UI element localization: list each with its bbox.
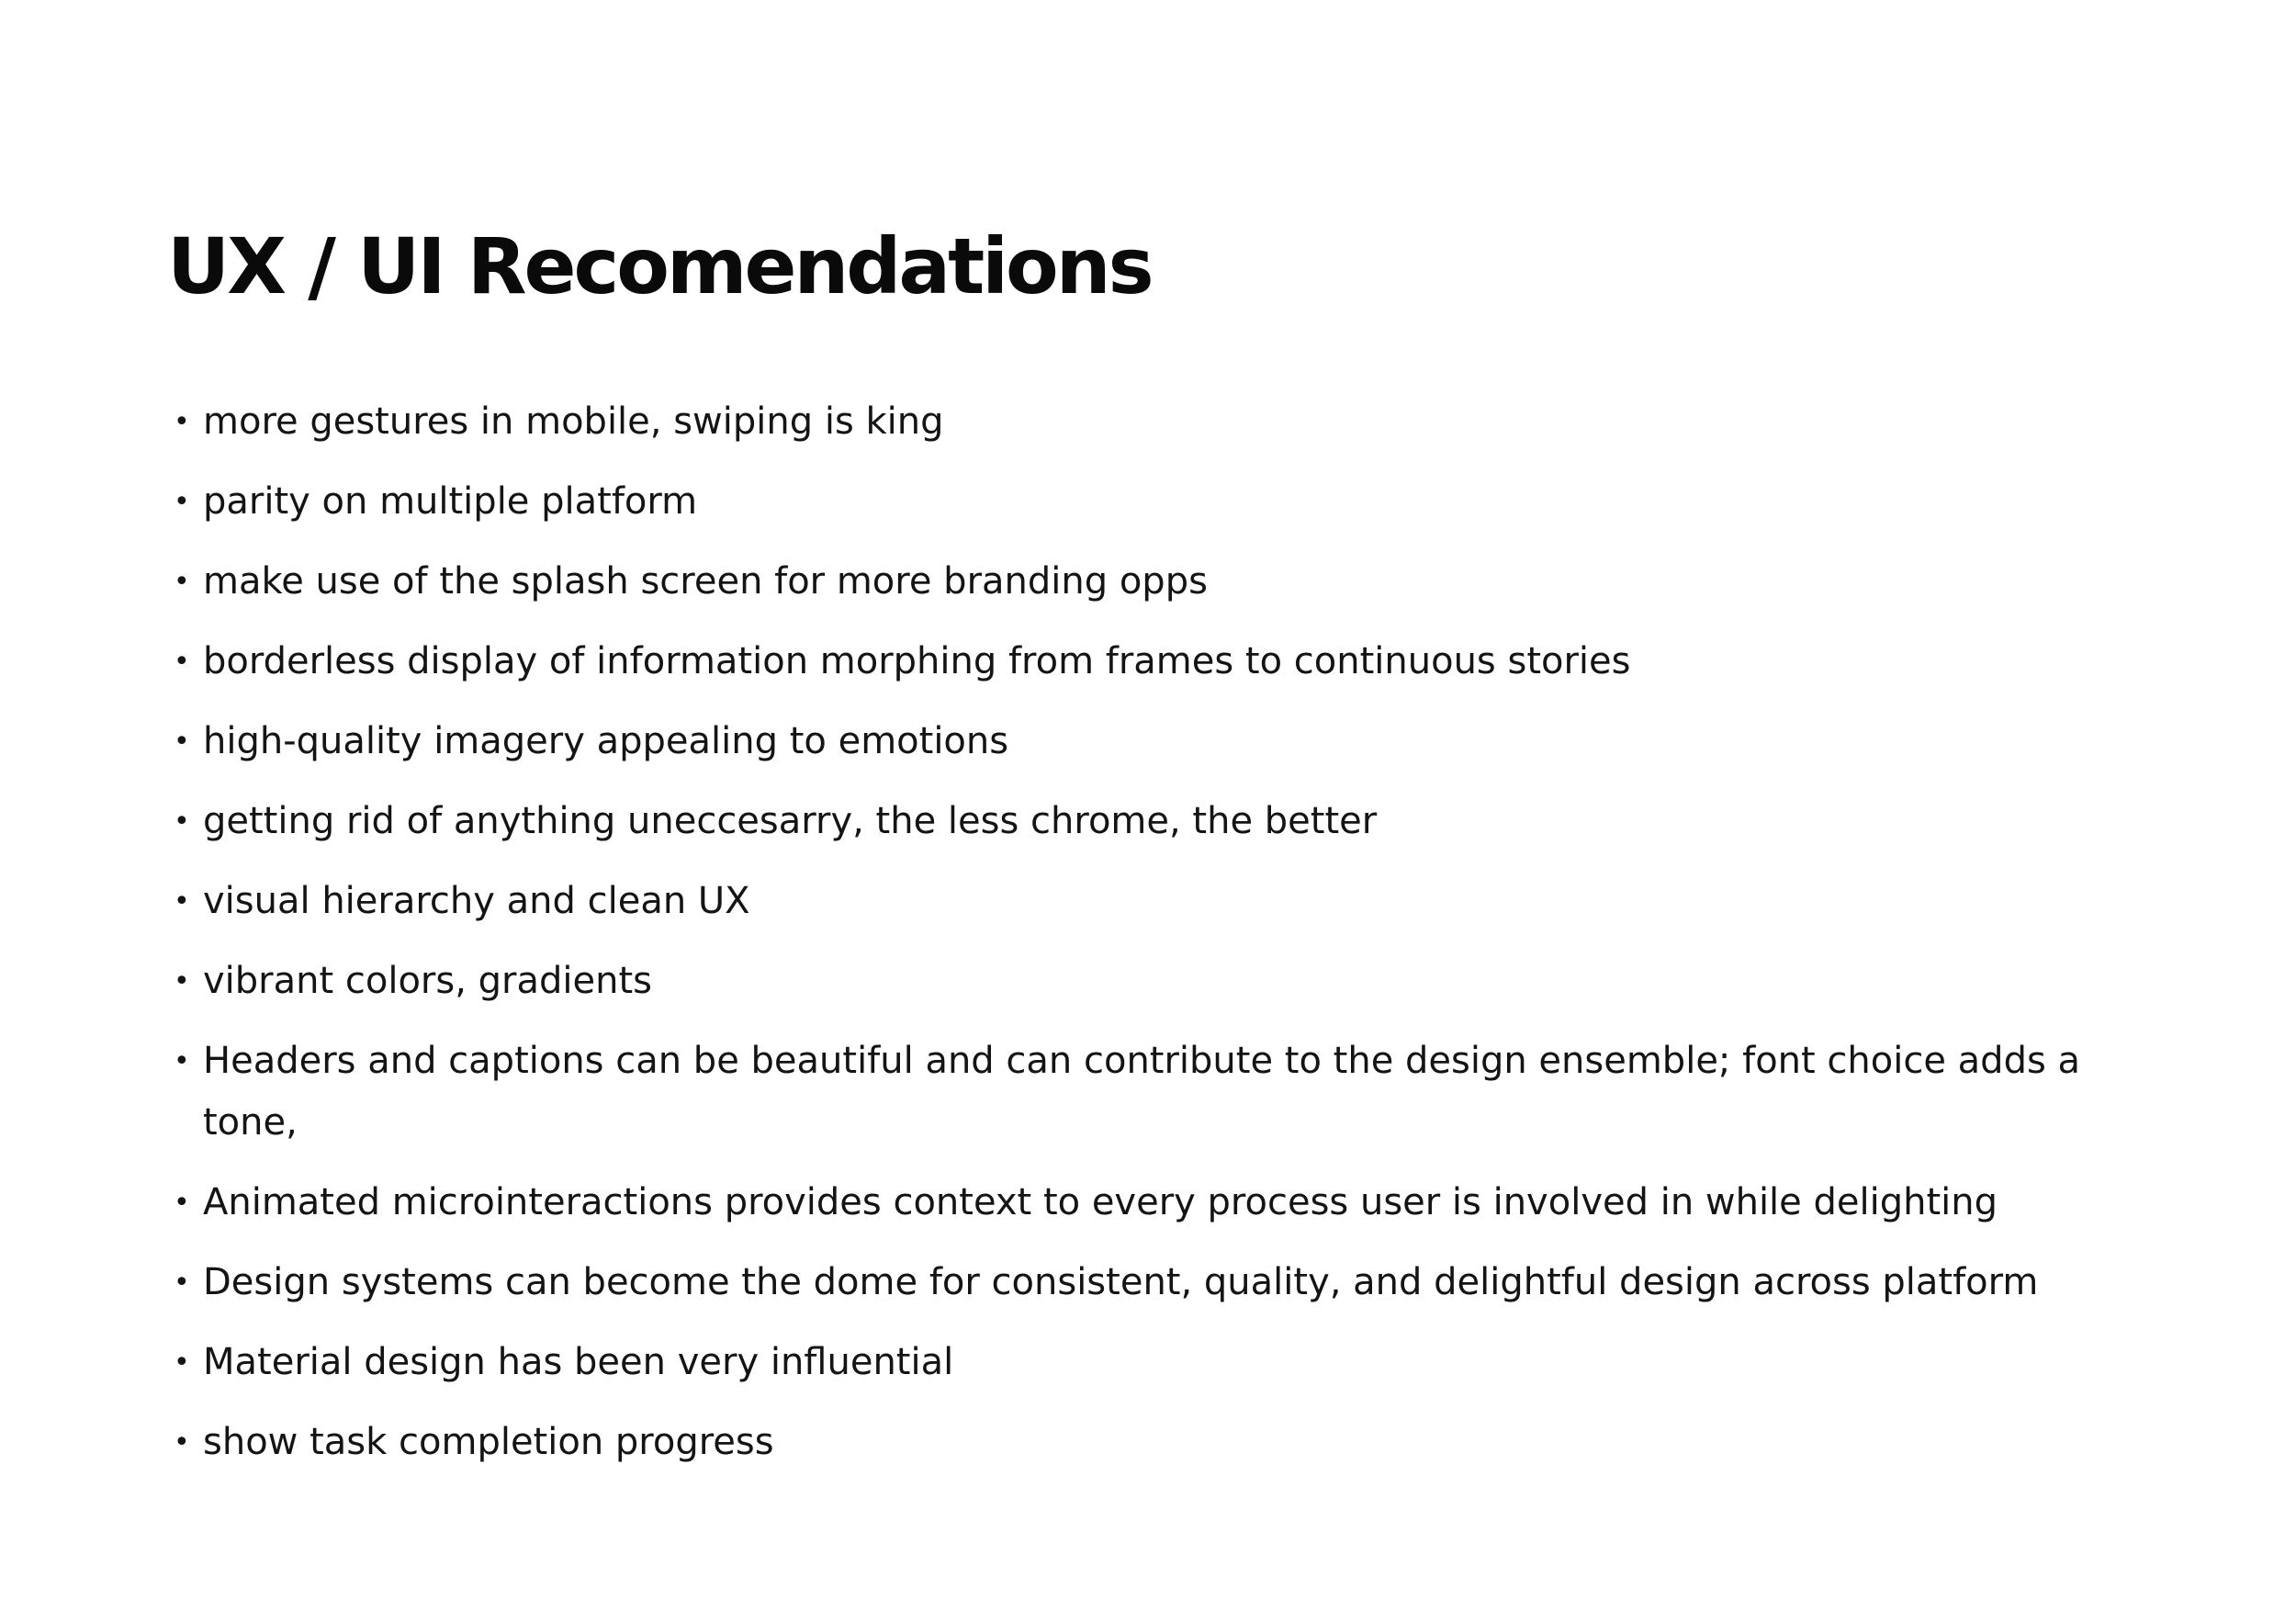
bullet-icon: • <box>174 1346 190 1379</box>
bullet-icon: • <box>174 486 190 518</box>
bullet-icon: • <box>174 1045 190 1077</box>
list-item <box>171 631 2145 693</box>
list-item-text: more gestures in mobile, swiping is king <box>203 400 944 443</box>
list-item-text: getting rid of anything uneccesarry, the less chrome, the better <box>203 800 1378 842</box>
list-item <box>171 711 2145 772</box>
list-item-text: make use of the splash screen for more branding opps <box>203 560 1208 603</box>
list-item <box>171 1412 2145 1473</box>
bullet-icon: • <box>174 885 190 918</box>
list-item <box>171 1332 2145 1393</box>
list-item <box>171 791 2145 852</box>
bullet-icon: • <box>174 646 190 678</box>
bullet-icon: • <box>174 1267 190 1299</box>
list-item-text: vibrant colors, gradients <box>203 960 652 1002</box>
bullet-icon: • <box>174 806 190 838</box>
list-item <box>171 1172 2145 1234</box>
list-item <box>171 551 2145 613</box>
list-item-text: Material design has been very influential <box>203 1341 954 1383</box>
list-item <box>171 951 2145 1012</box>
list-item <box>171 871 2145 932</box>
list-item <box>171 1031 2145 1154</box>
list-item <box>171 1252 2145 1313</box>
bullet-icon: • <box>174 1187 190 1219</box>
list-item-text: visual hierarchy and clean UX <box>203 880 750 922</box>
list-item-text: Design systems can become the dome for consistent, quality, and delightful design across platform <box>203 1261 2039 1303</box>
list-item-text: parity on multiple platform <box>203 480 698 523</box>
bullet-icon: • <box>174 406 190 438</box>
list-item-text: high-quality imagery appealing to emotions <box>203 720 1009 762</box>
bullet-icon: • <box>174 726 190 758</box>
list-item <box>171 471 2145 533</box>
recommendations-list <box>171 391 2145 1492</box>
list-item-text: show task completion progress <box>203 1421 774 1463</box>
bullet-icon: • <box>174 1426 190 1459</box>
list-item-text: borderless display of information morphing from frames to continuous stories <box>203 640 1631 682</box>
bullet-icon: • <box>174 965 190 997</box>
list-item-text: Animated microinteractions provides context to every process user is involved in while delighting <box>203 1181 1998 1223</box>
list-item <box>171 391 2145 453</box>
bullet-icon: • <box>174 566 190 598</box>
list-item-text: Headers and captions can be beautiful and can contribute to the design ensemble; font choice adds a tone, <box>203 1040 2081 1144</box>
slide-title: UX / UI Recomendations <box>167 221 1152 311</box>
